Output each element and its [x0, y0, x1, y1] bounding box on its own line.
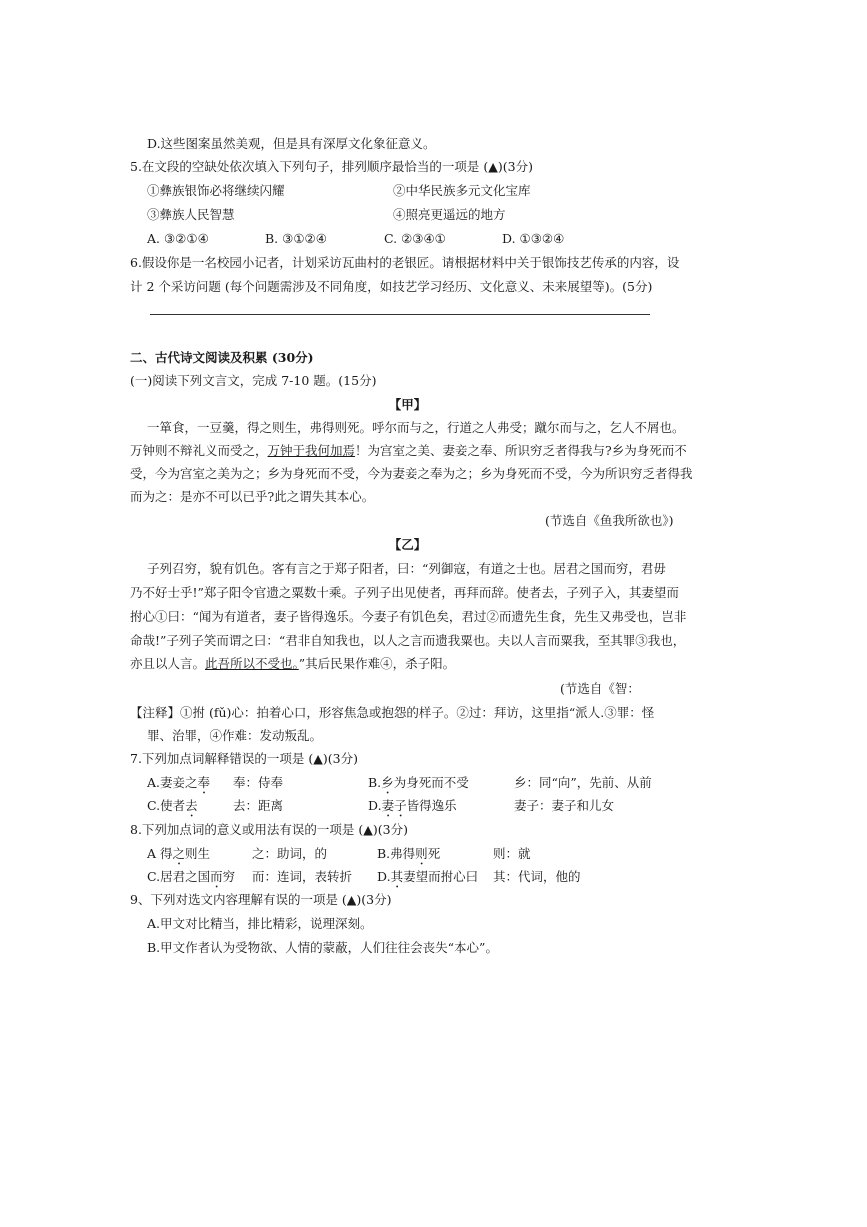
passage-yi-line-1: 子列召穷，貌有饥色。客有言之于郑子阳者，曰：“列御寇，有道之士也。居君之国而穷，君毋 — [147, 561, 666, 576]
passage-yi-line-2: 乃不好士乎!”郑子阳令官遗之粟数十乘。子列子出见使者，再拜而辞。使者去，子列子入，其妻望而 — [130, 585, 679, 600]
notes-line-2: 罪、治罪，④作难：发动叛乱。 — [147, 728, 323, 743]
notes-line-1: 【注释】①拊 (fǔ)心：拍着心口，形容焦急或抱怨的样子。②过：拜访，这里指“派人.③罪：怪 — [130, 705, 655, 720]
q5-option-c: C. ②③④① — [384, 231, 446, 246]
q7-option-c: C.使者去 — [147, 798, 198, 813]
q8-stem: 8.下列加点词的意义或用法有误的一项是 (▲)(3分) — [130, 822, 408, 837]
underlined-phrase: 万钟于我何加焉 — [267, 443, 356, 458]
q5-stem: 5.在文段的空缺处依次填入下列句子，排列顺序最恰当的一项是 (▲)(3分) — [130, 159, 533, 174]
q7-option-a: A.妻妾之奉 — [147, 775, 211, 790]
q9-stem: 9、下列对选文内容理解有误的一项是 (▲)(3分) — [130, 892, 392, 907]
q5-option-a: A. ③②①④ — [147, 231, 209, 246]
passage-jia-line-3: 受，今为宫室之美为之；乡为身死而不受，今为妻妾之奉为之；乡为身死而不受，今为所识穷乏者得我 — [130, 466, 693, 481]
section-intro: (一)阅读下列文言文，完成 7-10 题。(15分) — [130, 373, 377, 388]
q9-option-a: A.甲文对比精当，排比精彩，说理深刻。 — [147, 916, 373, 931]
q7-option-b: B.乡为身死而不受 — [368, 775, 469, 790]
q5-sentence-2: ②中华民族多元文化宝库 — [393, 183, 531, 198]
passage-jia-title: 【甲】 — [388, 397, 427, 412]
q8-option-c-gloss: 而：连词，表转折 — [252, 869, 353, 884]
passage-yi-source: (节选自《智： — [560, 681, 640, 696]
q6-line-2: 计 2 个采访问题 (每个问题需涉及不同角度，如技艺学习经历、文化意义、未来展望等)。(5分) — [130, 279, 653, 294]
q8-option-b: B.弗得则死 — [377, 846, 441, 861]
q9-option-b: B.甲文作者认为受物欲、人情的蒙蔽，人们往往会丧失“本心”。 — [147, 940, 498, 955]
passage-yi-line-5: 亦且以人言。此吾所以不受也。”其后民果作难④，杀子阳。 — [130, 656, 456, 671]
q5-option-d: D. ①③②④ — [502, 231, 565, 246]
section-heading: 二、古代诗文阅读及积累 (30分) — [130, 350, 314, 365]
q5-sentence-4: ④照亮更遥远的地方 — [393, 207, 506, 222]
answer-line — [150, 314, 650, 315]
passage-jia-source: (节选自《鱼我所欲也》) — [545, 513, 674, 528]
passage-jia-line-2: 万钟则不辩礼义而受之，万钟于我何加焉！为宫室之美、妻妾之奉、所识穷乏者得我与?乡为身死而不 — [130, 443, 687, 458]
q5-sentence-3: ③彝族人民智慧 — [147, 207, 235, 222]
q4-option-d: D.这些图案虽然美观，但是具有深厚文化象征意义。 — [147, 136, 436, 151]
q7-option-b-gloss: 乡：同“向”，先前、从前 — [514, 775, 652, 790]
passage-yi-title: 【乙】 — [388, 537, 427, 552]
q7-option-d-gloss: 妻子：妻子和儿女 — [514, 798, 615, 813]
q7-option-d: D.妻子皆得逸乐 — [368, 798, 457, 813]
q7-option-c-gloss: 去：距离 — [233, 798, 284, 813]
passage-yi-line-3: 拊心①曰：“闻为有道者，妻子皆得逸乐。今妻子有饥色矣，君过②而遗先生食，先生又弗受也，岂非 — [130, 609, 687, 624]
q8-option-c: C.居君之国而穷 — [147, 869, 236, 884]
passage-jia-line-1: 一箪食，一豆羹，得之则生，弗得则死。呼尔而与之，行道之人弗受；蹴尔而与之，乞人不屑也。 — [147, 420, 685, 435]
underlined-sentence: 此吾所以不受也。 — [205, 656, 299, 671]
q7-option-a-gloss: 奉：侍奉 — [233, 775, 284, 790]
passage-jia-line-4: 而为之：是亦不可以已乎?此之谓失其本心。 — [130, 489, 375, 504]
q6-line-1: 6.假设你是一名校园小记者，计划采访瓦曲村的老银匠。请根据材料中关于银饰技艺传承的内容，设 — [130, 255, 680, 270]
q8-option-b-gloss: 则：就 — [493, 846, 531, 861]
q8-option-a: A 得之则生 — [147, 846, 211, 861]
q7-stem: 7.下列加点词解释错误的一项是 (▲)(3分) — [130, 751, 358, 766]
q5-option-b: B. ③①②④ — [265, 231, 327, 246]
q5-sentence-1: ①彝族银饰必将继续闪耀 — [147, 183, 285, 198]
passage-yi-line-4: 命哉!”子列子笑而谓之曰：“君非自知我也，以人之言而遗我粟也。夫以人言而粟我，至其罪③我也， — [130, 633, 686, 648]
q8-option-a-gloss: 之：助词，的 — [252, 846, 328, 861]
q8-option-d-gloss: 其：代词，他的 — [493, 869, 581, 884]
q8-option-d: D.其妻望而拊心曰 — [377, 869, 479, 884]
